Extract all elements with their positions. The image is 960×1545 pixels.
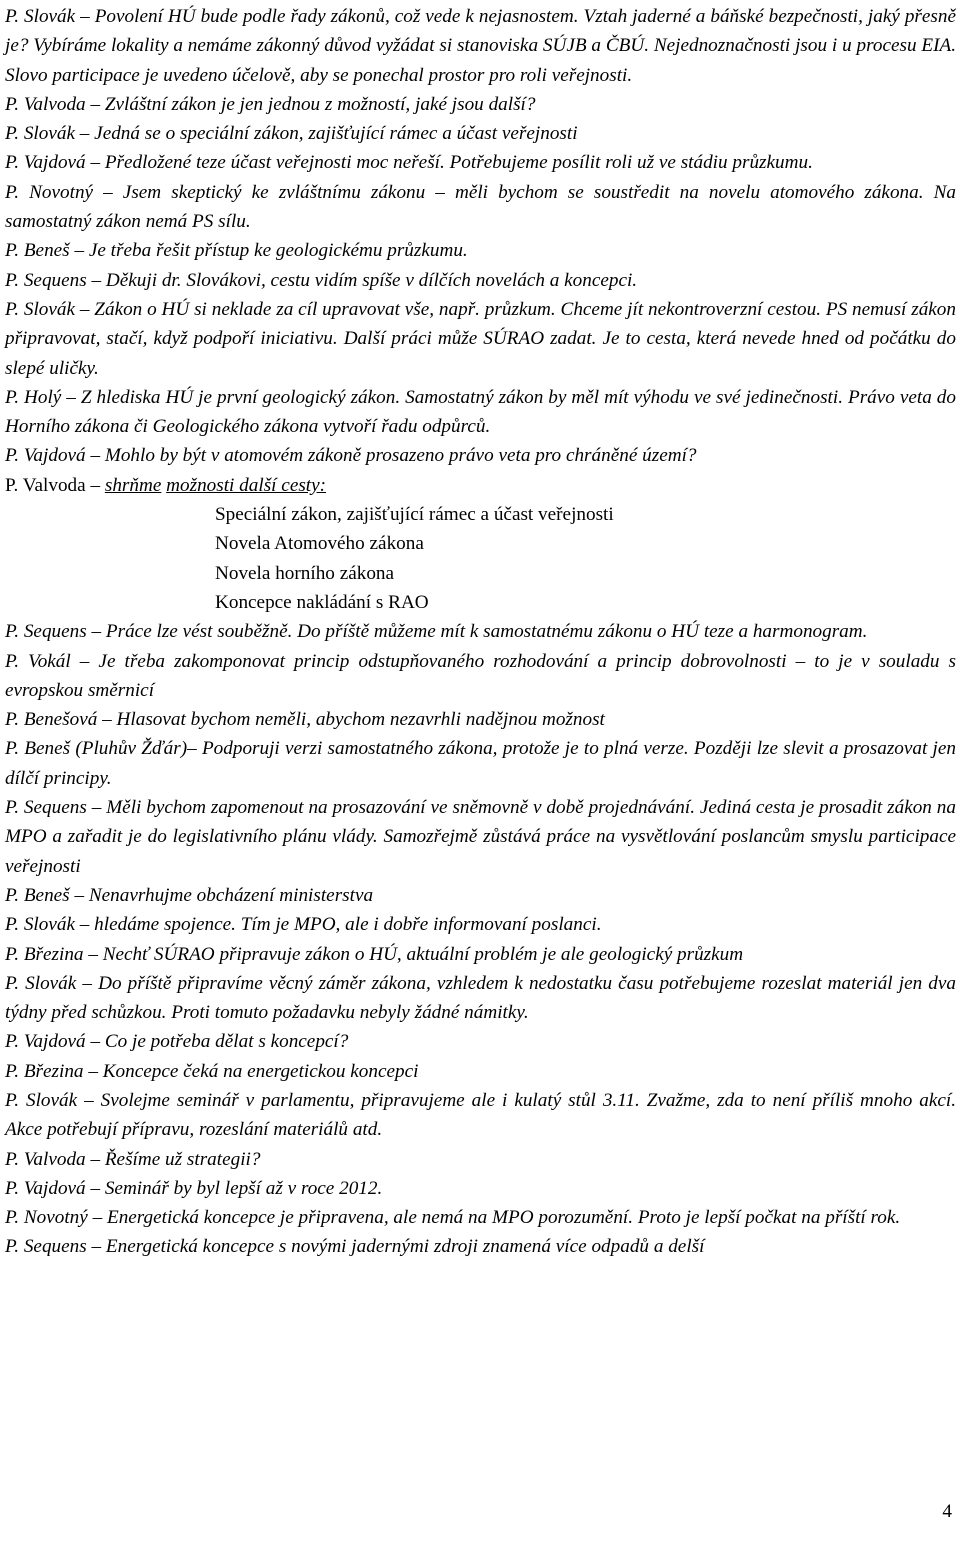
options-list: [5, 500, 956, 617]
paragraph: P. Vajdová – Mohlo by být v atomovém zákoně prosazeno právo veta pro chráněné území?: [5, 445, 697, 467]
paragraph: P. Slovák – hledáme spojence. Tím je MPO, ale i dobře informovaní poslanci.: [5, 914, 602, 936]
summary-lead-b: možnosti další cesty:: [166, 474, 327, 496]
option-item: Speciální zákon, zajišťující rámec a účast veřejnosti: [215, 504, 614, 526]
option-item: Novela Atomového zákona: [215, 533, 424, 555]
option-item: Novela horního zákona: [215, 562, 395, 584]
paragraph: P. Beneš (Pluhův Žďár)– Podporuji verzi samostatného zákona, protože je to plná verze. Později lze slevit a prosazovat jen dílčí principy.: [5, 738, 956, 789]
paragraph: P. Holý – Z hlediska HÚ je první geologický zákon. Samostatný zákon by měl mít výhodu ve své jedinečnosti. Právo veta do Horního zákona či Geologického zákona vytvoří řadu odpůrců.: [5, 386, 956, 438]
page-number: 4: [942, 1501, 952, 1522]
paragraph: P. Slovák – Jedná se o speciální zákon, zajišťující rámec a účast veřejnosti: [5, 123, 578, 145]
minutes-section-1: [5, 2, 956, 471]
paragraph: P. Beneš – Nenavrhujme obcházení ministerstva: [5, 884, 374, 906]
paragraph: P. Slovák – Povolení HÚ bude podle řady zákonů, což vede k nejasnostem. Vztah jaderné a báňské bezpečnosti, jaký přesně je? Vybíráme lokality a nemáme zákonný důvod vyžádat si stanoviska SÚJB a ČBÚ. Nejednoznačnosti jsou i u procesu EIA. Slovo participace je uvedeno účelově, aby se ponechal prostor pro roli veřejnosti.: [5, 6, 956, 86]
paragraph: P. Vajdová – Co je potřeba dělat s koncepcí?: [5, 1031, 349, 1053]
summary-speaker: P. Valvoda –: [5, 474, 105, 496]
paragraph: P. Slovák – Svolejme seminář v parlamentu, připravujeme ale i kulatý stůl 3.11. Zvažme, zda to není příliš mnoho akcí. Akce potřebují přípravu, rozeslání materiálů atd.: [5, 1089, 956, 1141]
paragraph: P. Novotný – Energetická koncepce je připravena, ale nemá na MPO porozumění. Proto je lepší počkat na příští rok.: [5, 1207, 901, 1229]
paragraph: P. Vokál – Je třeba zakomponovat princip odstupňovaného rozhodování a princip dobrovolnosti – to je v souladu s evropskou směrnicí: [5, 650, 956, 701]
paragraph: P. Sequens – Práce lze vést souběžně. Do příště můžeme mít k samostatnému zákonu o HÚ teze a harmonogram.: [5, 621, 868, 643]
minutes-section-2: [5, 617, 956, 1262]
paragraph: P. Slovák – Zákon o HÚ si neklade za cíl upravovat vše, např. průzkum. Chceme jít nekontroverzní cestou. PS nemusí zákon připravovat, stačí, když podpoří iniciativu. Další práci může SÚRAO zadat. Je to cesta, která nevede hned od počátku do slepé uličky.: [5, 298, 956, 379]
paragraph: P. Novotný – Jsem skeptický ke zvláštnímu zákonu – měli bychom se soustředit na novelu atomového zákona. Na samostatný zákon nemá PS sílu.: [5, 181, 956, 233]
paragraph: P. Vajdová – Předložené teze účast veřejnosti moc neřeší. Potřebujeme posílit roli už ve stádiu průzkumu.: [5, 152, 813, 174]
summary-lead-a: shrňme: [104, 474, 162, 496]
paragraph: P. Beneš – Je třeba řešit přístup ke geologickému průzkumu.: [5, 240, 468, 262]
paragraph: P. Březina – Koncepce čeká na energetickou koncepci: [5, 1060, 419, 1082]
paragraph: P. Slovák – Do příště připravíme věcný záměr zákona, vzhledem k nedostatku času potřebujeme rozeslat materiál jen dva týdny před schůzkou. Proti tomuto požadavku nebyly žádné námitky.: [5, 972, 956, 1024]
paragraph: P. Vajdová – Seminář by byl lepší až v roce 2012.: [5, 1177, 383, 1199]
option-item: Koncepce nakládání s RAO: [215, 591, 429, 613]
paragraph: P. Březina – Nechť SÚRAO připravuje zákon o HÚ, aktuální problém je ale geologický průzkum: [5, 943, 744, 965]
paragraph: P. Sequens – Děkuji dr. Slovákovi, cestu vidím spíše v dílčích novelách a koncepci.: [5, 269, 638, 291]
paragraph: P. Sequens – Měli bychom zapomenout na prosazování ve sněmovně v době projednávání. Jediná cesta je prosadit zákon na MPO a zařadit je do legislativního plánu vlády. Samozřejmě zůstává práce na vysvětlování poslancům smyslu participace veřejnosti: [5, 797, 956, 877]
paragraph: P. Sequens – Energetická koncepce s novými jadernými zdroji znamená více odpadů a delší: [5, 1236, 705, 1258]
paragraph: P. Valvoda – Zvláštní zákon je jen jednou z možností, jaké jsou další?: [5, 93, 536, 115]
paragraph: P. Benešová – Hlasovat bychom neměli, abychom nezavrhli nadějnou možnost: [5, 709, 605, 731]
summary-block: [5, 471, 956, 617]
paragraph: P. Valvoda – Řešíme už strategii?: [5, 1148, 261, 1170]
summary-lead: [5, 471, 956, 500]
